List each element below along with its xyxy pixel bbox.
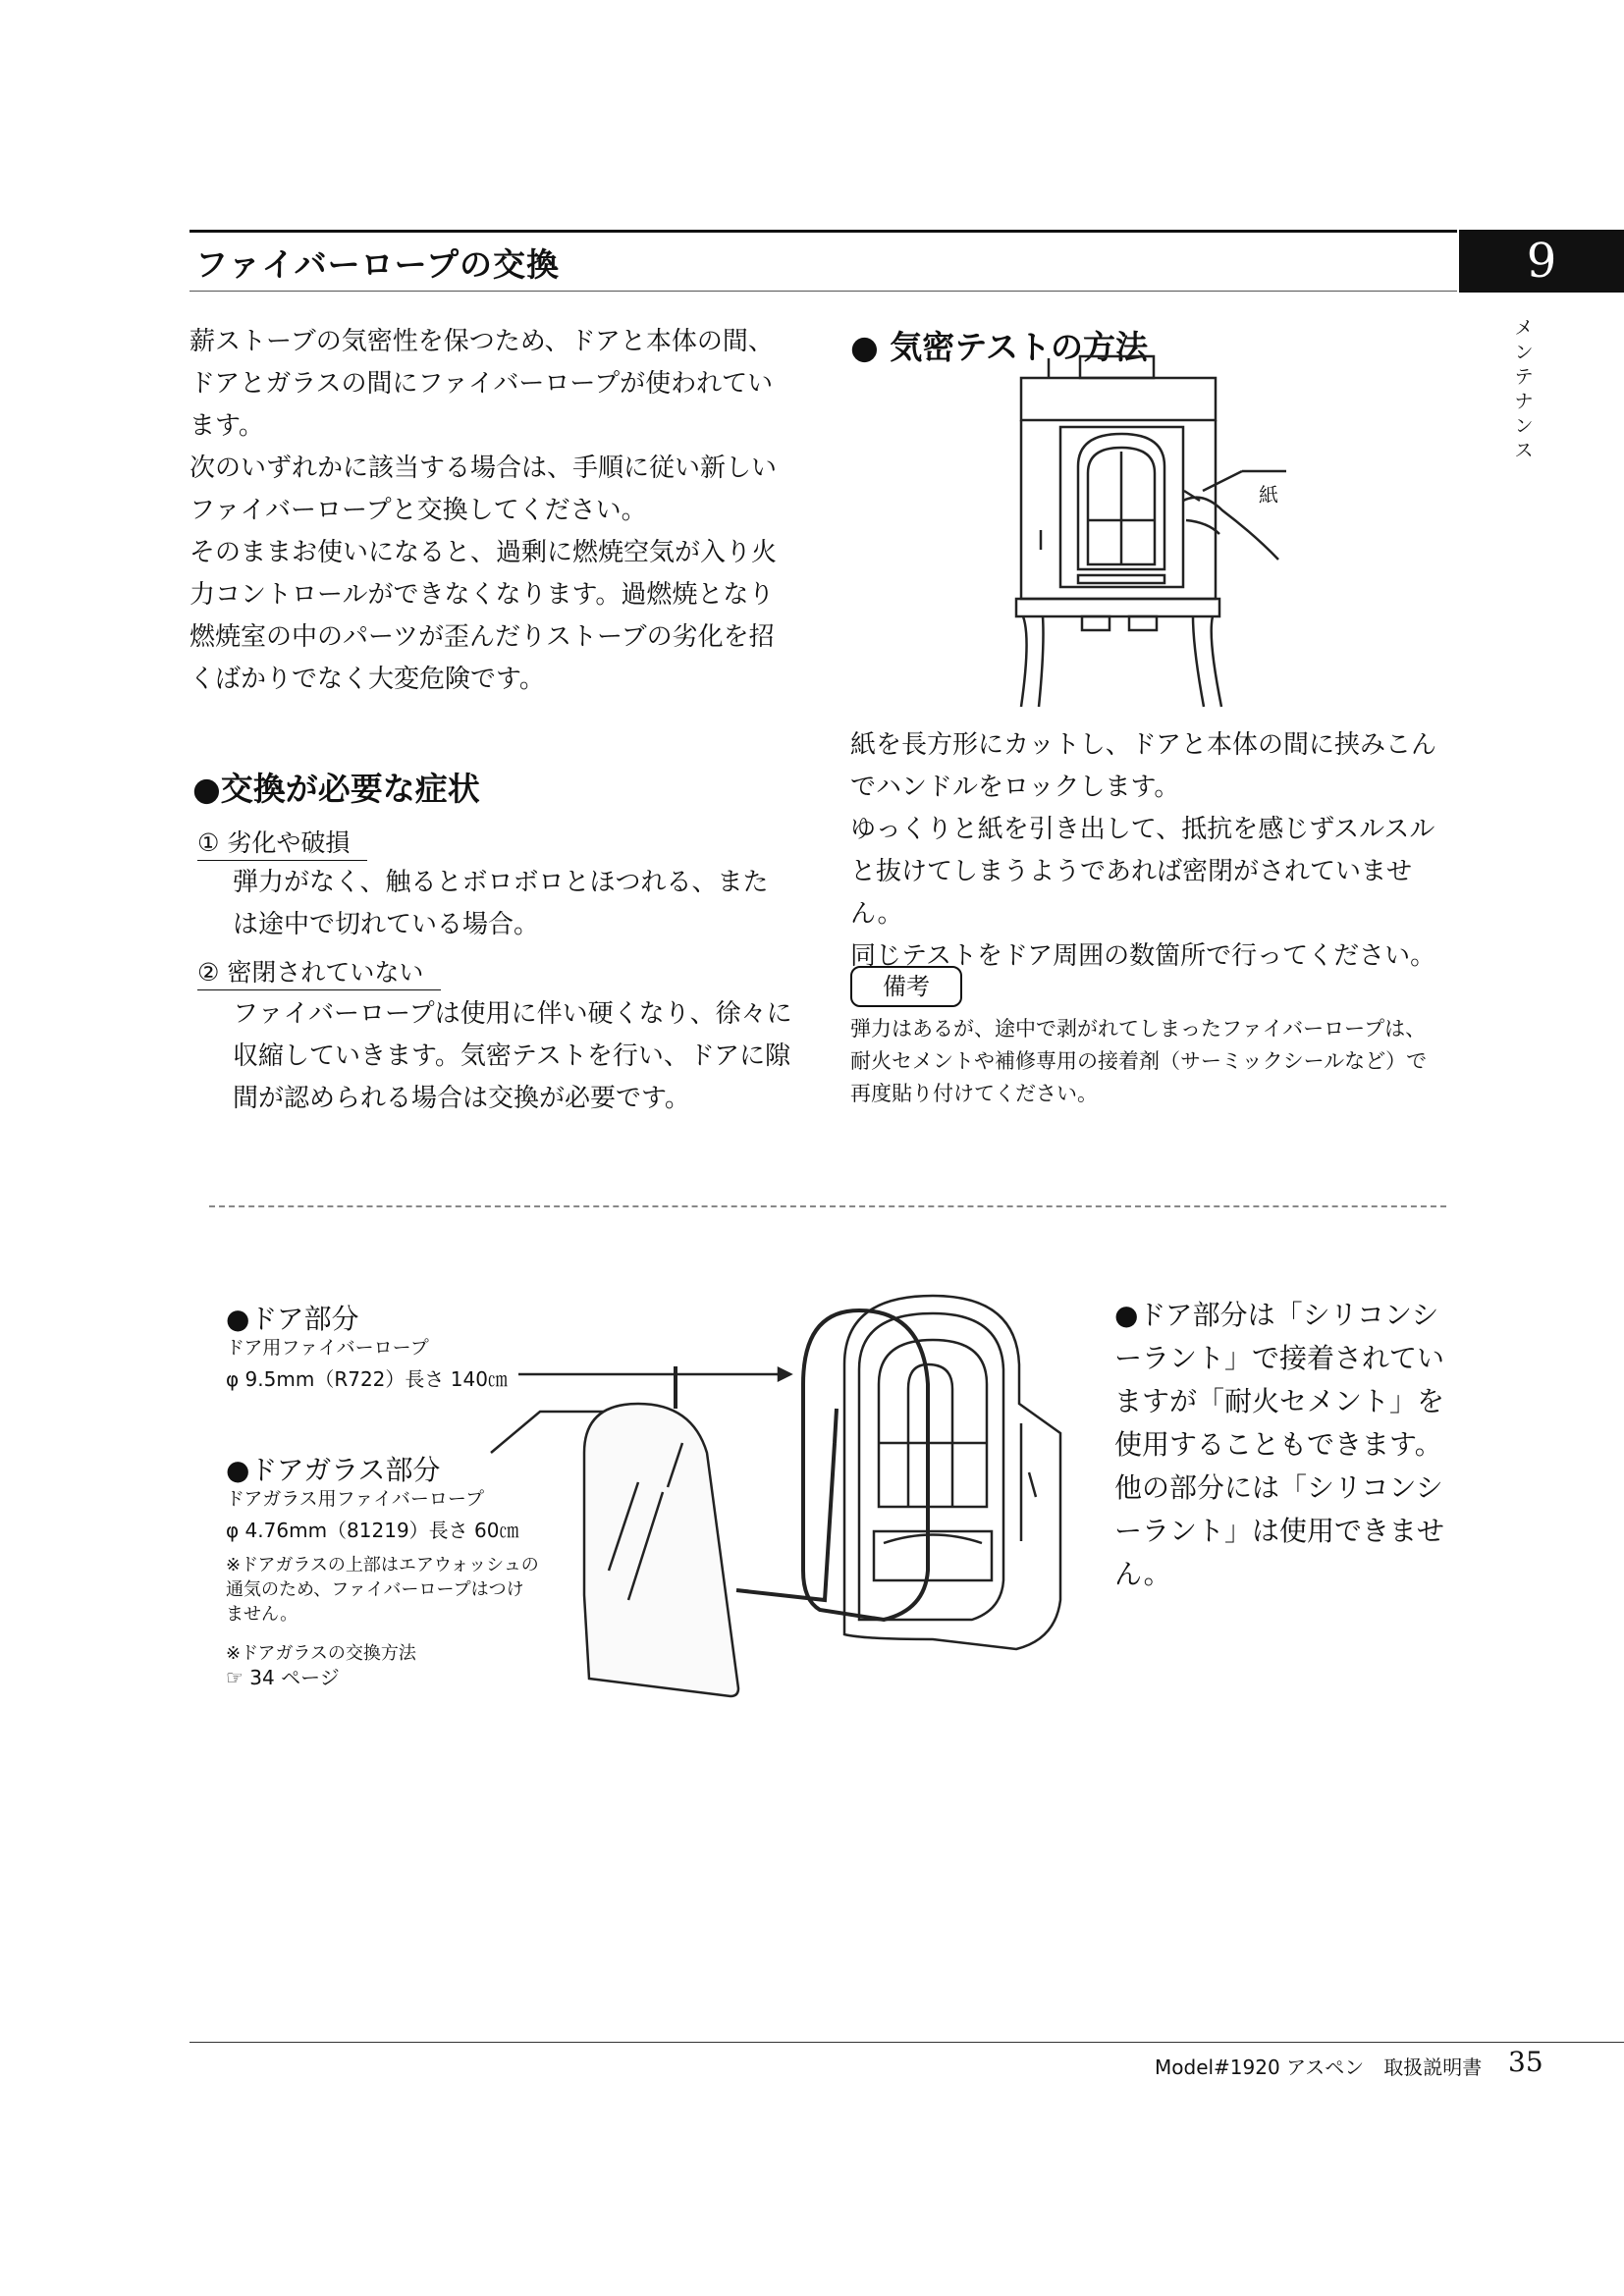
symptoms-heading: ●交換が必要な症状 — [192, 770, 480, 808]
glass-replacement-ref: ※ドアガラスの交換方法 — [226, 1643, 416, 1664]
note-badge: 備考 — [850, 966, 962, 1007]
symptom-body: ファイバーロープは使用に伴い硬くなり、徐々に収縮していきます。気密テストを行い、ドアに隙間が認められる場合は交換が必要です。 — [233, 999, 792, 1113]
paper-label: 紙 — [1259, 483, 1278, 507]
door-rope-name: ドア用ファイバーロープ — [226, 1337, 429, 1359]
intro-paragraph: 薪ストーブの気密性を保つため、ドアと本体の間、ドアとガラスの間にファイバーロープが使われています。 — [189, 327, 774, 441]
symptom-title: ② 密閉されていない — [197, 956, 441, 990]
symptom-title: ① 劣化や破損 — [197, 827, 367, 861]
glass-rope-name: ドアガラス用ファイバーロープ — [226, 1488, 484, 1510]
page-title: ファイバーロープの交換 — [195, 245, 561, 284]
stove-paper-test-illustration — [1001, 353, 1316, 717]
glass-ref-page: ☞ 34 ページ — [226, 1666, 340, 1689]
test-paragraph: 紙を長方形にカットし、ドアと本体の間に挟みこんでハンドルをロックします。 — [850, 730, 1436, 802]
page-number: 35 — [1508, 2046, 1543, 2078]
glass-airwash-note: ※ドアガラスの上部はエアウォッシュの通気のため、ファイバーロープはつけません。 — [226, 1555, 539, 1625]
footer-model: Model#1920 アスペン 取扱説明書 — [1155, 2056, 1483, 2079]
intro-text — [189, 321, 798, 701]
intro-paragraph: そのままお使いになると、過剰に燃焼空気が入り火力コントロールができなくなります。過燃焼となり燃焼室の中のパーツが歪んだりストーブの劣化を招くばかりでなく大変危険です。 — [189, 538, 778, 694]
footer-rule — [189, 2042, 1624, 2043]
glass-part-heading: ●ドアガラス部分 — [226, 1454, 441, 1486]
symptom-body: 弾力がなく、触るとボロボロとほつれる、または途中で切れている場合。 — [233, 868, 769, 939]
test-paragraph: ゆっくりと紙を引き出して、抵抗を感じずスルスルと抜けてしまうようであれば密閉がされていません。 — [850, 815, 1435, 929]
intro-paragraph: 次のいずれかに該当する場合は、手順に従い新しいファイバーロープと交換してください。 — [189, 454, 778, 525]
door-part-heading: ●ドア部分 — [226, 1303, 359, 1335]
chapter-side-label: メンテナンス — [1514, 317, 1534, 461]
airtight-test-text — [850, 724, 1459, 978]
header-rule — [189, 230, 1457, 233]
door-adhesive-note: ●ドア部分は「シリコンシーラント」で接着されていますが「耐火セメント」を使用することもできます。他の部分には「シリコンシーラント」は使用できません。 — [1114, 1299, 1445, 1590]
test-paragraph: 同じテストをドア周囲の数箇所で行ってください。 — [850, 941, 1436, 971]
section-divider — [209, 1205, 1446, 1207]
door-rope-spec: φ 9.5mm（R722）長さ 140㎝ — [226, 1367, 508, 1391]
glass-rope-spec: φ 4.76mm（81219）長さ 60㎝ — [226, 1519, 519, 1542]
chapter-number-badge: 9 — [1459, 230, 1624, 293]
header-rule-bottom — [189, 291, 1457, 292]
note-text: 弾力はあるが、途中で剥がれてしまったファイバーロープは、耐火セメントや補修専用の接着剤（サーミックシールなど）で再度貼り付けてください。 — [850, 1017, 1428, 1105]
door-rope-exploded-illustration — [491, 1286, 1060, 1698]
airtight-test-heading: ● 気密テストの方法 — [850, 328, 1148, 366]
